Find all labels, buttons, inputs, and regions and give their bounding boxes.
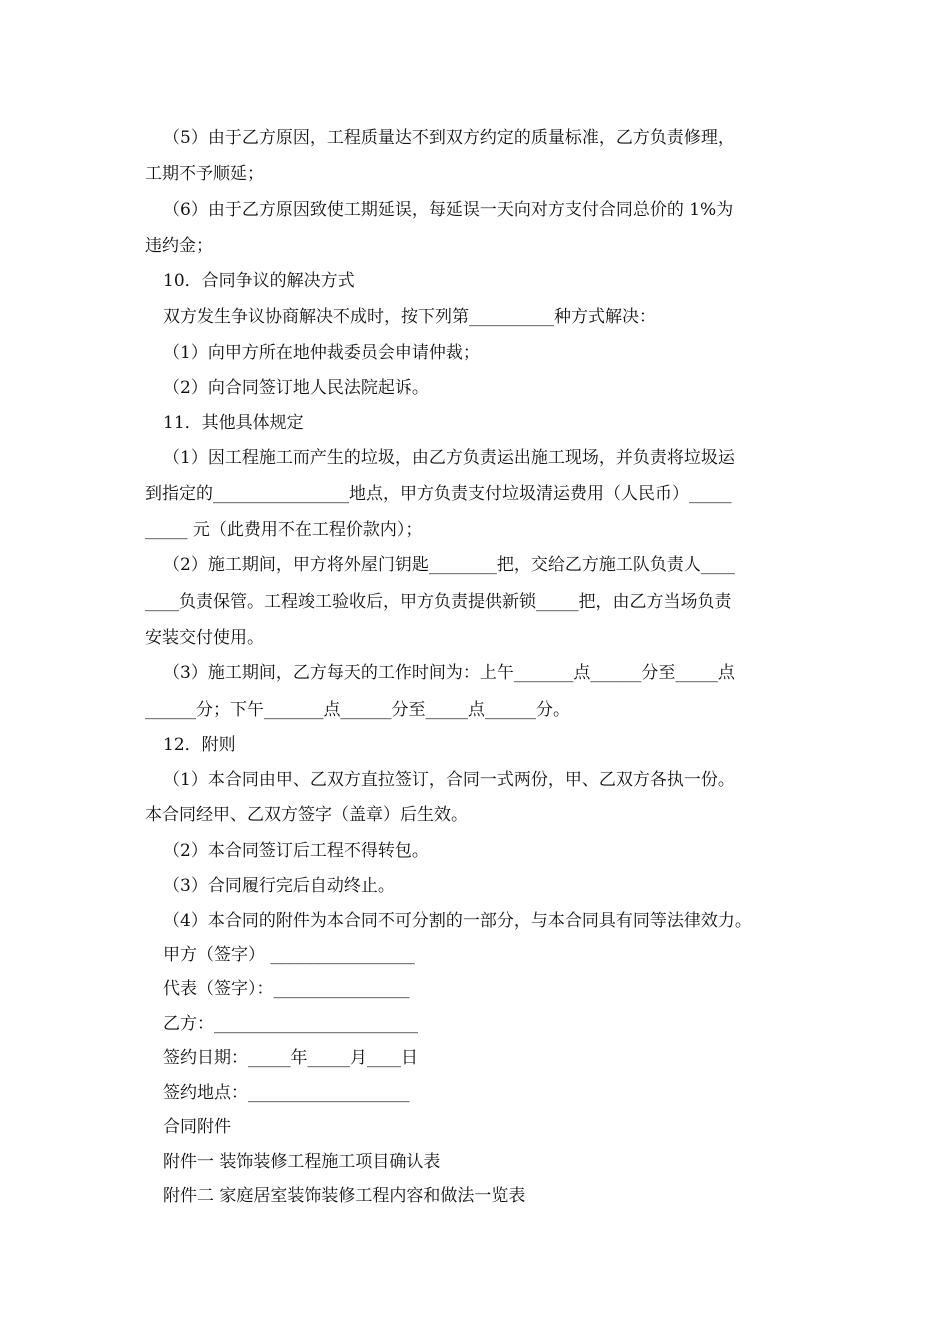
attachment-2: 附件二 家庭居室装饰装修工程内容和做法一览表 xyxy=(163,1186,526,1206)
clause-11-3-cont: ______分；下午_______点______分至_____点______分。 xyxy=(145,700,570,720)
clause-11-2-cont2: 安装交付使用。 xyxy=(145,628,264,648)
clause-11-3: （3）施工期间，乙方每天的工作时间为：上午_______点______分至_____点 xyxy=(163,663,735,683)
clause-10-1: （1）向甲方所在地仲裁委员会申请仲裁； xyxy=(163,343,480,363)
clause-12-1: （1）本合同由甲、乙双方直拉签订，合同一式两份，甲、乙双方各执一份。 xyxy=(163,770,735,790)
clause-12-2: （2）本合同签订后工程不得转包。 xyxy=(163,841,429,861)
clause-11-1-cont: 到指定的________________地点，甲方负责支付垃圾清运费用（人民币）_____ xyxy=(145,484,732,504)
clause-9-6-cont: 违约金； xyxy=(145,236,213,256)
clause-9-5: （5）由于乙方原因，工程质量达不到双方约定的质量标准，乙方负责修理， xyxy=(163,128,735,148)
signing-place: 签约地点：___________________ xyxy=(163,1083,410,1103)
section-12-heading: 12．附则 xyxy=(163,735,236,755)
clause-12-4: （4）本合同的附件为本合同不可分割的一部分，与本合同具有同等法律效力。 xyxy=(163,911,752,931)
clause-11-2-cont: ____负责保管。工程竣工验收后，甲方负责提供新锁_____把，由乙方当场负责 xyxy=(145,592,732,612)
clause-12-3: （3）合同履行完后自动终止。 xyxy=(163,876,395,896)
clause-11-1-cont2: _____ 元（此费用不在工程价款内）； xyxy=(145,520,423,540)
clause-11-1: （1）因工程施工而产生的垃圾，由乙方负责运出施工现场，并负责将垃圾运 xyxy=(163,448,735,468)
attachments-heading: 合同附件 xyxy=(163,1117,231,1137)
clause-12-1-cont: 本合同经甲、乙双方签字（盖章）后生效。 xyxy=(145,805,468,825)
signing-date: 签约日期：_____年_____月____日 xyxy=(163,1048,418,1068)
representative-signature: 代表（签字）：________________ xyxy=(163,979,410,999)
clause-9-6: （6）由于乙方原因致使工期延误，每延误一天向对方支付合同总价的 1%为 xyxy=(163,200,734,220)
party-a-signature: 甲方（签字） _________________ xyxy=(163,945,415,965)
party-b-signature: 乙方：________________________ xyxy=(163,1014,418,1034)
clause-10-2: （2）向合同签订地人民法院起诉。 xyxy=(163,378,429,398)
attachment-1: 附件一 装饰装修工程施工项目确认表 xyxy=(163,1152,441,1172)
clause-10-intro: 双方发生争议协商解决不成时，按下列第__________种方式解决： xyxy=(163,307,656,327)
clause-11-2: （2）施工期间，甲方将外屋门钥匙________把，交给乙方施工队负责人____ xyxy=(163,555,735,575)
clause-9-5-cont: 工期不予顺延； xyxy=(145,164,264,184)
section-11-heading: 11．其他具体规定 xyxy=(163,413,304,433)
section-10-heading: 10．合同争议的解决方式 xyxy=(163,271,355,291)
